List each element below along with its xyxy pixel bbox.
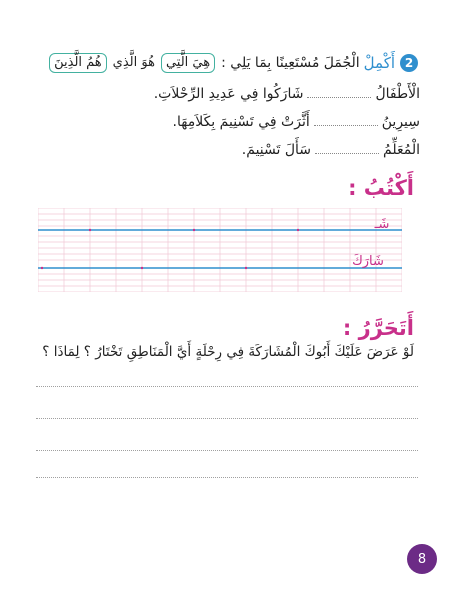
option-hum-alladhina: هُمُ الَّذِينَ xyxy=(49,53,107,73)
exercise-row-1 xyxy=(130,82,420,102)
blank-line[interactable] xyxy=(307,89,371,98)
answer-line-2[interactable] xyxy=(36,418,418,419)
answer-line-3[interactable] xyxy=(36,450,418,451)
row-predicate: شَارَكُوا فِي عَدِيدِ الرِّحْلاَتِ. xyxy=(153,86,304,102)
exercise-row-3 xyxy=(130,138,420,158)
exercise-keyword: أَكْمِلْ xyxy=(363,54,395,72)
free-section-title: أَتَحَرَّرُ : xyxy=(342,316,414,340)
row-subject: الْمُعَلِّمُ xyxy=(383,142,420,158)
handwriting-grid xyxy=(38,208,402,292)
row-subject: الْأَطْفَالُ xyxy=(375,86,420,102)
answer-line-1[interactable] xyxy=(36,386,418,387)
blank-line[interactable] xyxy=(314,117,378,126)
row-predicate: سَأَلَ تَسْنِيمَ. xyxy=(241,142,312,158)
writing-section-title: أَكْتُبُ : xyxy=(348,176,414,200)
free-question: لَوْ عَرَضَ عَلَيْكَ أَبُوكَ الْمُشَارَكَةَ فِي رِحْلَةٍ أَيَّ الْمَنَاطِقِ تَخْتَارُ ؟ لِمَاذَا ؟ xyxy=(42,344,414,360)
blank-line[interactable] xyxy=(315,145,379,154)
exercise-row-2 xyxy=(130,110,420,130)
row-predicate: أَثَّرَتْ فِي تَسْنِيمَ بِكَلاَمِهَا. xyxy=(172,114,310,130)
exercise-header xyxy=(40,52,418,74)
option-hiya-allati: هِيَ الَّتِي xyxy=(161,53,215,73)
row-subject: سِيرِينُ xyxy=(381,114,420,130)
page-number-badge: 8 xyxy=(407,544,437,574)
exercise-instruction: الْجُمَلَ مُسْتَعِينًا بِمَا يَلِي : xyxy=(221,55,360,71)
exercise-number-badge: 2 xyxy=(400,54,418,72)
writing-model-1: شَـ xyxy=(374,217,390,232)
writing-model-2: شَارَكَ xyxy=(352,254,384,269)
answer-line-4[interactable] xyxy=(36,477,418,478)
option-huwa-alladhi: هُوَ الَّذِي xyxy=(112,55,155,70)
